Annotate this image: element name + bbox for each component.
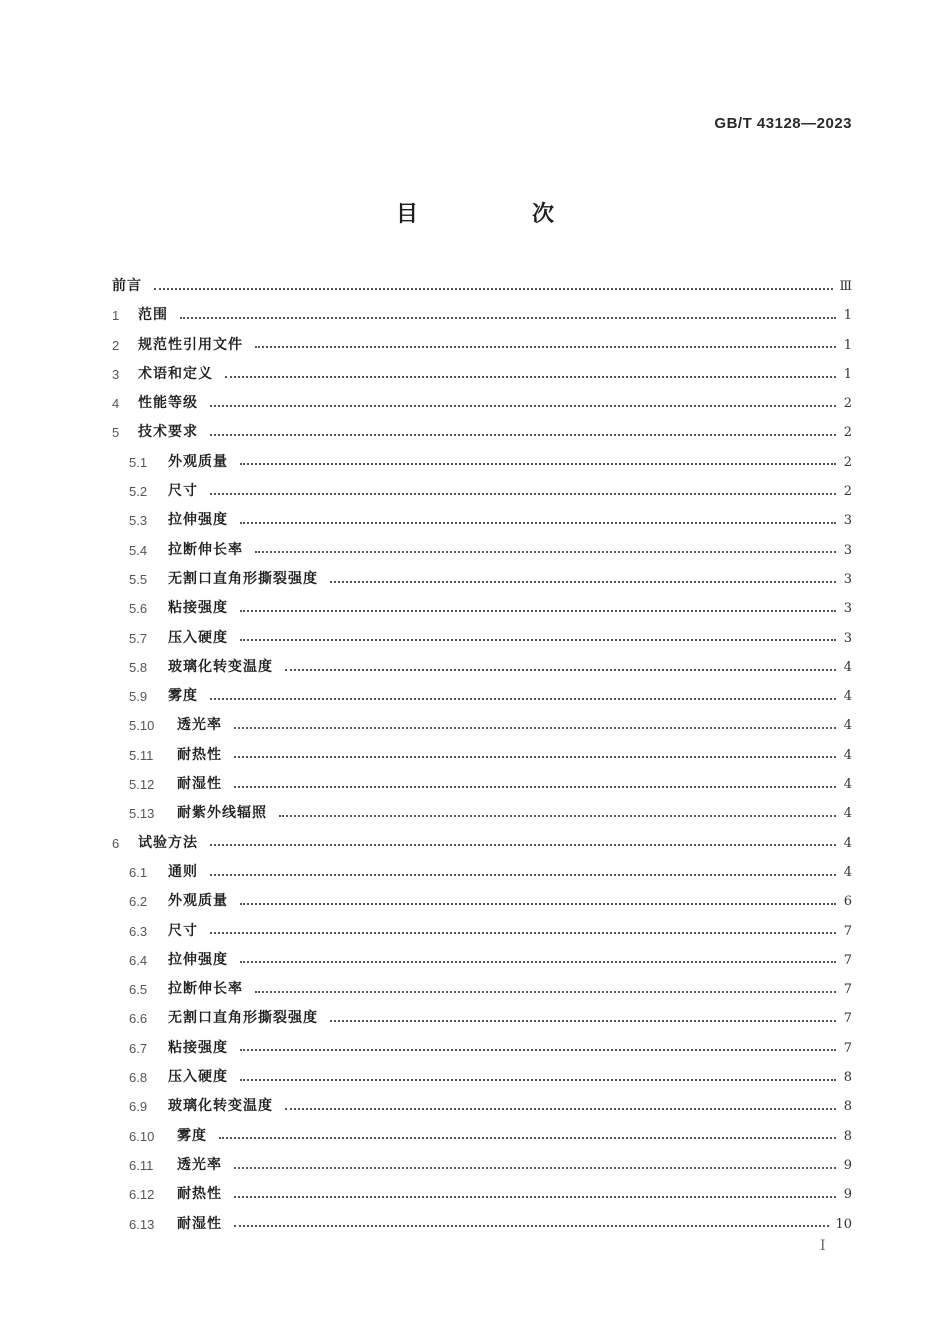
toc-entry-label: 透光率 — [177, 717, 222, 734]
toc-entry-page: 2 — [843, 425, 852, 441]
toc-entry[interactable] — [112, 917, 852, 946]
toc-entry-page: 3 — [843, 630, 852, 646]
toc-entry-page: 8 — [843, 1099, 852, 1115]
toc-dot-leader — [234, 786, 836, 788]
toc-entry-number: 4 — [112, 396, 120, 412]
toc-entry-label: 尺寸 — [168, 483, 198, 500]
toc-entry[interactable] — [112, 594, 852, 623]
toc-dot-leader — [240, 903, 836, 905]
toc-entry-number: 6.4 — [129, 952, 148, 968]
toc-entry[interactable] — [112, 770, 852, 799]
toc-entry[interactable] — [112, 1180, 852, 1209]
toc-dot-leader — [210, 874, 836, 876]
toc-entry-page: 2 — [843, 396, 852, 412]
toc-entry-page: Ⅲ — [839, 279, 852, 294]
toc-entry-label: 拉伸强度 — [168, 951, 228, 968]
toc-entry-label: 试验方法 — [138, 834, 198, 851]
toc-entry-label: 无割口直角形撕裂强度 — [168, 1010, 318, 1027]
toc-entry[interactable] — [112, 624, 852, 653]
toc-entry-number: 6.2 — [129, 894, 148, 910]
toc-entry[interactable] — [112, 975, 852, 1004]
toc-entry-page: 8 — [843, 1128, 852, 1144]
toc-entry-number: 5 — [112, 425, 120, 441]
toc-dot-leader — [180, 317, 836, 319]
toc-entry-page: 9 — [843, 1187, 852, 1203]
toc-dot-leader — [210, 493, 836, 495]
toc-entry[interactable] — [112, 1122, 852, 1151]
toc-dot-leader — [285, 669, 836, 671]
toc-entry-page: 4 — [843, 689, 852, 705]
toc-entry-label: 耐湿性 — [177, 776, 222, 793]
toc-entry-label: 压入硬度 — [168, 1069, 228, 1086]
toc-entry[interactable] — [112, 536, 852, 565]
toc-entry-label: 雾度 — [168, 688, 198, 705]
toc-entry-label: 耐湿性 — [177, 1215, 222, 1232]
toc-dot-leader — [225, 376, 836, 378]
toc-dot-leader — [234, 1167, 836, 1169]
toc-dot-leader — [210, 405, 836, 407]
toc-entry[interactable] — [112, 1004, 852, 1033]
toc-dot-leader — [234, 1196, 836, 1198]
toc-entry-page: 4 — [843, 659, 852, 675]
toc-entry-number: 5.5 — [129, 571, 148, 587]
toc-entry[interactable] — [112, 477, 852, 506]
toc-dot-leader — [210, 844, 836, 846]
toc-entry-label: 雾度 — [177, 1127, 207, 1144]
toc-entry[interactable] — [112, 711, 852, 740]
toc-entry-page: 4 — [843, 864, 852, 880]
toc-entry[interactable] — [112, 682, 852, 711]
toc-dot-leader — [255, 991, 836, 993]
toc-entry-label: 性能等级 — [138, 395, 198, 412]
toc-entry-label: 耐紫外线辐照 — [177, 805, 267, 822]
toc-entry[interactable] — [112, 389, 852, 418]
toc-entry-number: 6.12 — [129, 1187, 155, 1203]
toc-entry-number: 5.12 — [129, 777, 155, 793]
toc-entry[interactable] — [112, 653, 852, 682]
toc-entry[interactable] — [112, 741, 852, 770]
toc-entry-number: 6.8 — [129, 1070, 148, 1086]
toc-entry-label: 拉断伸长率 — [168, 541, 243, 558]
toc-entry-page: 1 — [843, 308, 852, 324]
toc-entry[interactable] — [112, 565, 852, 594]
standard-code: GB/T 43128—2023 — [714, 115, 852, 132]
toc-entry-number: 6.1 — [129, 864, 148, 880]
toc-entry-label: 粘接强度 — [168, 600, 228, 617]
toc-entry-label: 前言 — [112, 278, 142, 294]
toc-entry-number: 5.1 — [129, 454, 148, 470]
toc-entry-page: 3 — [843, 601, 852, 617]
toc-entry[interactable] — [112, 418, 852, 447]
toc-entry[interactable] — [112, 1151, 852, 1180]
toc-entry-number: 6.3 — [129, 923, 148, 939]
page-title: 目 次 — [395, 201, 600, 227]
toc-dot-leader — [240, 961, 836, 963]
toc-entry[interactable] — [112, 331, 852, 360]
toc-entry-number: 5.11 — [129, 747, 154, 763]
toc-entry-number: 6.5 — [129, 982, 148, 998]
toc-entry-page: 7 — [843, 982, 852, 998]
toc-dot-leader — [240, 1079, 836, 1081]
toc-entry-label: 通则 — [168, 863, 198, 880]
toc-entry-label: 拉伸强度 — [168, 512, 228, 529]
toc-dot-leader — [240, 610, 836, 612]
toc-dot-leader — [219, 1137, 836, 1139]
toc-dot-leader — [234, 756, 836, 758]
toc-entry-label: 玻璃化转变温度 — [168, 1098, 273, 1115]
toc-entry-page: 3 — [843, 513, 852, 529]
toc-entry[interactable] — [112, 887, 852, 916]
toc-entry-page: 4 — [843, 835, 852, 851]
toc-entry[interactable] — [112, 1092, 852, 1121]
toc-entry-label: 透光率 — [177, 1156, 222, 1173]
toc-entry[interactable] — [112, 506, 852, 535]
toc-entry-label: 耐热性 — [177, 1186, 222, 1203]
toc-entry-number: 1 — [112, 308, 120, 324]
toc-entry-label: 尺寸 — [168, 922, 198, 939]
toc-entry[interactable] — [112, 272, 852, 301]
toc-entry-label: 规范性引用文件 — [138, 336, 243, 353]
toc-entry-label: 技术要求 — [138, 424, 198, 441]
toc-dot-leader — [154, 288, 833, 290]
toc-dot-leader — [210, 434, 836, 436]
toc-entry-page: 7 — [843, 952, 852, 968]
toc-entry-number: 5.3 — [129, 513, 148, 529]
toc-entry-number: 5.6 — [129, 601, 148, 617]
page-number: I — [820, 1238, 826, 1254]
toc-entry-page: 1 — [843, 366, 852, 382]
toc-entry-label: 术语和定义 — [138, 365, 213, 382]
toc-entry-label: 拉断伸长率 — [168, 981, 243, 998]
toc-entry-page: 4 — [843, 806, 852, 822]
toc-entry-label: 粘接强度 — [168, 1039, 228, 1056]
toc-entry-page: 4 — [843, 747, 852, 763]
toc-entry-page: 7 — [843, 1040, 852, 1056]
toc-dot-leader — [285, 1108, 836, 1110]
toc-entry-label: 压入硬度 — [168, 629, 228, 646]
toc-entry-number: 6.11 — [129, 1157, 154, 1173]
toc-entry-page: 1 — [843, 337, 852, 353]
toc-entry-label: 外观质量 — [168, 453, 228, 470]
toc-entry-number: 5.2 — [129, 484, 148, 500]
toc-entry-page: 3 — [843, 571, 852, 587]
toc-dot-leader — [330, 1020, 836, 1022]
toc-entry-number: 5.4 — [129, 542, 148, 558]
toc-entry[interactable] — [112, 946, 852, 975]
toc-entry-number: 6.9 — [129, 1099, 148, 1115]
toc-dot-leader — [240, 639, 836, 641]
toc-entry-number: 5.13 — [129, 806, 155, 822]
toc-entry-page: 10 — [835, 1216, 852, 1232]
toc-entry[interactable] — [112, 1210, 852, 1239]
toc-dot-leader — [234, 1225, 829, 1227]
toc-entry[interactable] — [112, 799, 852, 828]
toc-entry-label: 范围 — [138, 307, 168, 324]
toc-entry-number: 6.10 — [129, 1128, 155, 1144]
toc-entry-page: 3 — [843, 542, 852, 558]
toc-dot-leader — [279, 815, 836, 817]
toc-entry[interactable] — [112, 448, 852, 477]
toc-dot-leader — [210, 932, 836, 934]
toc-entry-page: 4 — [843, 718, 852, 734]
toc-entry-label: 外观质量 — [168, 893, 228, 910]
table-of-contents — [112, 272, 852, 1239]
toc-entry-number: 5.7 — [129, 630, 148, 646]
toc-dot-leader — [330, 581, 836, 583]
toc-entry-label: 无割口直角形撕裂强度 — [168, 570, 318, 587]
toc-entry-label: 玻璃化转变温度 — [168, 658, 273, 675]
toc-entry-page: 8 — [843, 1070, 852, 1086]
toc-entry-page: 2 — [843, 484, 852, 500]
toc-dot-leader — [240, 463, 836, 465]
toc-entry-page: 2 — [843, 454, 852, 470]
toc-entry[interactable] — [112, 301, 852, 330]
toc-dot-leader — [210, 698, 836, 700]
toc-entry-label: 耐热性 — [177, 746, 222, 763]
toc-entry[interactable] — [112, 1034, 852, 1063]
toc-entry-number: 5.10 — [129, 718, 155, 734]
toc-entry-page: 4 — [843, 777, 852, 793]
toc-entry-number: 6.6 — [129, 1011, 148, 1027]
toc-entry[interactable] — [112, 1063, 852, 1092]
toc-entry-number: 6.13 — [129, 1216, 155, 1232]
toc-entry-number: 3 — [112, 366, 120, 382]
toc-entry-number: 5.8 — [129, 659, 148, 675]
toc-dot-leader — [240, 1049, 836, 1051]
toc-entry-page: 6 — [843, 894, 852, 910]
toc-entry[interactable] — [112, 360, 852, 389]
toc-entry-page: 7 — [843, 1011, 852, 1027]
toc-entry-number: 6.7 — [129, 1040, 148, 1056]
toc-dot-leader — [255, 346, 836, 348]
toc-dot-leader — [255, 551, 836, 553]
toc-entry-number: 2 — [112, 337, 120, 353]
toc-entry-page: 7 — [843, 923, 852, 939]
toc-dot-leader — [240, 522, 836, 524]
toc-dot-leader — [234, 727, 836, 729]
toc-entry[interactable] — [112, 858, 852, 887]
toc-entry-number: 6 — [112, 835, 120, 851]
toc-entry-page: 9 — [843, 1157, 852, 1173]
toc-entry[interactable] — [112, 829, 852, 858]
toc-entry-number: 5.9 — [129, 689, 148, 705]
